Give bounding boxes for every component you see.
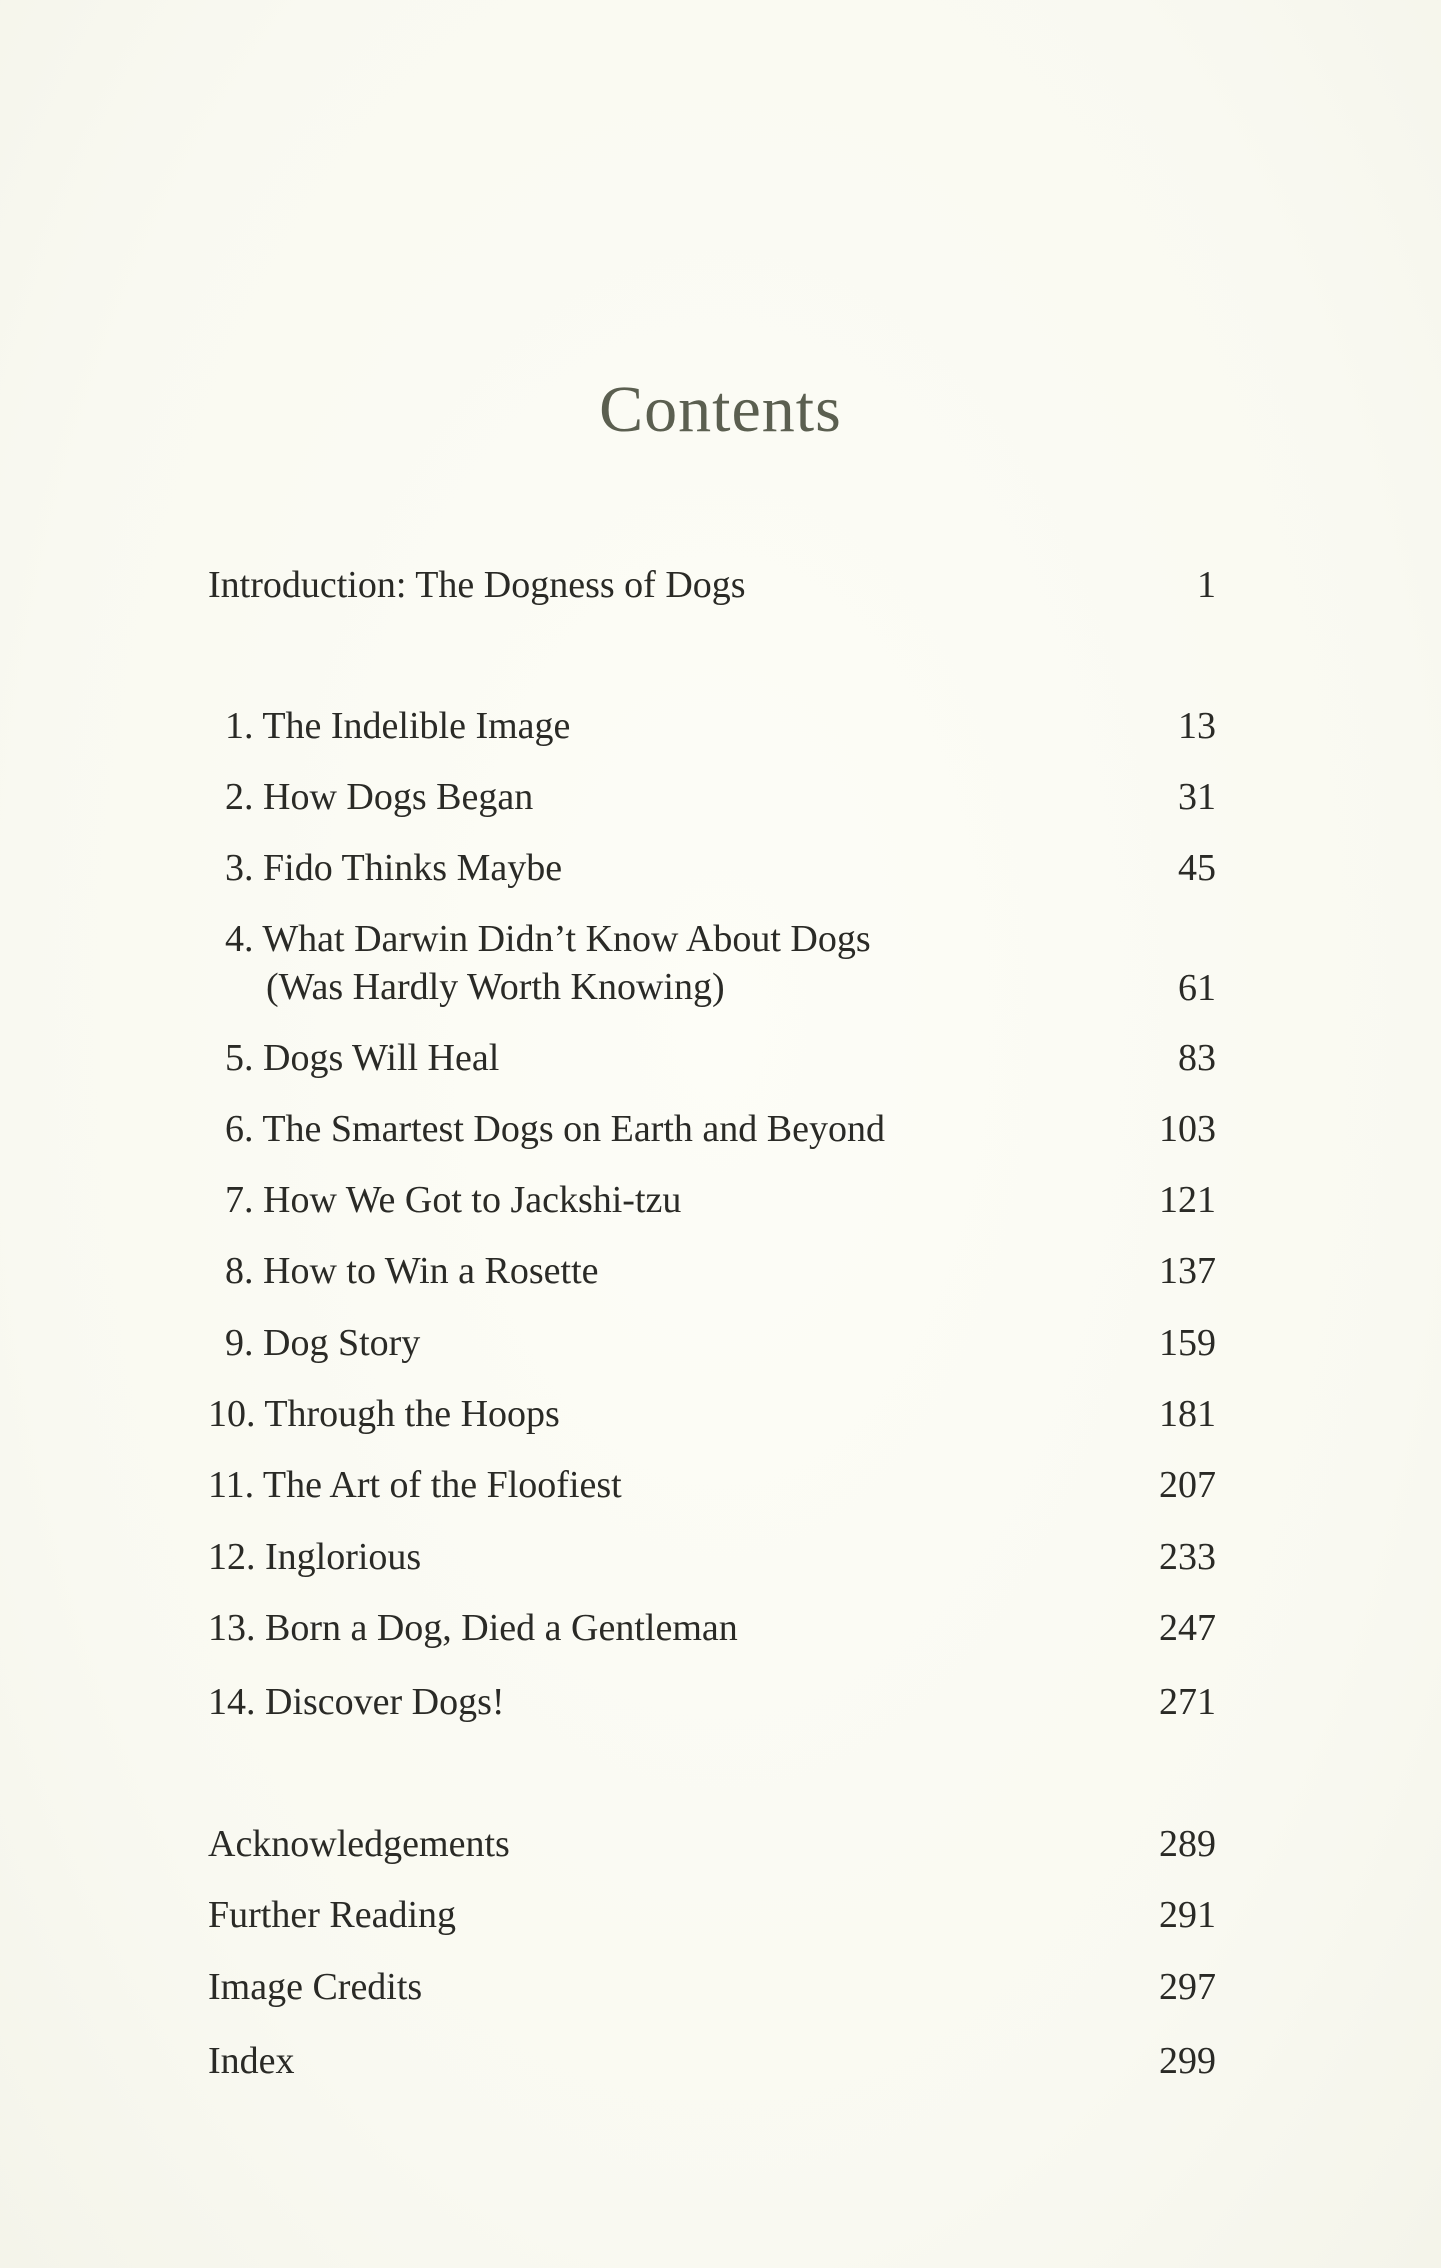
- toc-entry-page: 247: [1159, 1607, 1216, 1649]
- toc-entry-chapter: [208, 702, 1216, 750]
- toc-entry-label: Introduction: The Dogness of Dogs: [208, 564, 746, 606]
- toc-entry-chapter: [208, 1390, 1216, 1438]
- toc-entry-chapter: [208, 915, 1216, 1012]
- toc-entry-chapter: [208, 1247, 1216, 1295]
- toc-entry-page: 83: [1178, 1037, 1216, 1079]
- toc-entry-label: 2. How Dogs Began: [225, 776, 534, 818]
- toc-entry-label: [225, 915, 871, 1011]
- toc-entry-label: 8. How to Win a Rosette: [225, 1250, 599, 1292]
- toc-entry-page: 181: [1159, 1393, 1216, 1435]
- toc-entry-label-line2: (Was Hardly Worth Knowing): [266, 966, 725, 1008]
- toc-entry-label: 13. Born a Dog, Died a Gentleman: [208, 1607, 738, 1649]
- toc-entry-chapter: [208, 1319, 1216, 1367]
- toc-entry-chapter: [208, 1533, 1216, 1581]
- toc-entry-label: 5. Dogs Will Heal: [225, 1037, 500, 1079]
- toc-entry-chapter: [208, 1678, 1216, 1726]
- toc-entry-page: 103: [1159, 1108, 1216, 1150]
- toc-entry-chapter: [208, 1176, 1216, 1224]
- toc-entry-chapter: [208, 844, 1216, 892]
- toc-entry-page: 45: [1178, 847, 1216, 889]
- toc-entry-label: 9. Dog Story: [225, 1322, 421, 1364]
- page-title: Contents: [599, 373, 842, 446]
- toc-entry-label: Further Reading: [208, 1894, 457, 1936]
- toc-entry-page: 61: [1178, 967, 1216, 1009]
- toc-entry-label: 3. Fido Thinks Maybe: [225, 847, 563, 889]
- toc-entry-back-matter: [208, 2037, 1216, 2085]
- toc-entry-page: 271: [1159, 1681, 1216, 1723]
- toc-entry-label: 7. How We Got to Jackshi-tzu: [225, 1179, 682, 1221]
- toc-entry-label: 10. Through the Hoops: [208, 1393, 560, 1435]
- toc-entry-page: 299: [1159, 2040, 1216, 2082]
- toc-entry-chapter: [208, 1604, 1216, 1652]
- toc-entry-back-matter: [208, 1820, 1216, 1868]
- toc-entry-page: 289: [1159, 1823, 1216, 1865]
- toc-entry-back-matter: [208, 1963, 1216, 2011]
- toc-entry-chapter: [208, 1034, 1216, 1082]
- toc-entry-label: Acknowledgements: [208, 1823, 510, 1865]
- toc-entry-page: 159: [1159, 1322, 1216, 1364]
- toc-entry-label-line1: 4. What Darwin Didn’t Know About Dogs: [225, 918, 871, 960]
- toc-entry-label: 14. Discover Dogs!: [208, 1681, 505, 1723]
- toc-entry-label: 1. The Indelible Image: [225, 705, 571, 747]
- toc-entry-page: 207: [1159, 1464, 1216, 1506]
- toc-entry-page: 233: [1159, 1536, 1216, 1578]
- toc-entry-label: Image Credits: [208, 1966, 423, 2008]
- toc-entry-chapter: [208, 773, 1216, 821]
- toc-entry-label: 6. The Smartest Dogs on Earth and Beyond: [225, 1108, 885, 1150]
- toc-entry-label: 11. The Art of the Floofiest: [208, 1464, 622, 1506]
- toc-entry-introduction: [208, 561, 1216, 609]
- toc-entry-chapter: [208, 1461, 1216, 1509]
- toc-entry-page: 31: [1178, 776, 1216, 818]
- toc-entry-page: 13: [1178, 705, 1216, 747]
- toc-entry-page: 1: [1197, 564, 1216, 606]
- toc-entry-label: 12. Inglorious: [208, 1536, 422, 1578]
- toc-entry-page: 121: [1159, 1179, 1216, 1221]
- toc-entry-page: 137: [1159, 1250, 1216, 1292]
- toc-entry-page: 297: [1159, 1966, 1216, 2008]
- toc-entry-label: Index: [208, 2040, 295, 2082]
- toc-entry-back-matter: [208, 1891, 1216, 1939]
- toc-entry-page: 291: [1159, 1894, 1216, 1936]
- toc-entry-chapter: [208, 1105, 1216, 1153]
